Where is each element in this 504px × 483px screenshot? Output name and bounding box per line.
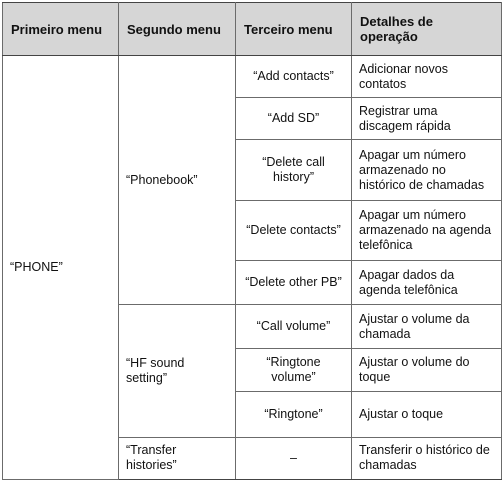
third-menu-cell: “Delete contacts” bbox=[236, 200, 352, 260]
third-menu-cell: “Delete call history” bbox=[236, 140, 352, 200]
table-header bbox=[3, 3, 502, 56]
operation-details-cell: Registrar uma discagem rápida bbox=[352, 98, 502, 140]
third-menu-cell: “Ringtone” bbox=[236, 391, 352, 437]
table-body bbox=[3, 56, 502, 480]
operation-details-cell: Ajustar o volume da chamada bbox=[352, 305, 502, 349]
third-menu-cell: “Ringtone volume” bbox=[236, 349, 352, 391]
second-menu-cell: “Transfer histories” bbox=[119, 437, 236, 479]
operation-details-cell: Apagar um número armazenado no histórico de chamadas bbox=[352, 140, 502, 200]
third-menu-cell: “Add contacts” bbox=[236, 56, 352, 98]
operation-details-cell: Apagar um número armazenado na agenda telefônica bbox=[352, 200, 502, 260]
operation-details-cell: Ajustar o volume do toque bbox=[352, 349, 502, 391]
operation-details-cell: Transferir o histórico de chamadas bbox=[352, 437, 502, 479]
phone-menu-table bbox=[2, 2, 502, 480]
third-menu-cell: – bbox=[236, 437, 352, 479]
operation-details-cell: Apagar dados da agenda telefônica bbox=[352, 260, 502, 304]
header-operation-details: Detalhes de operação bbox=[352, 3, 502, 56]
header-row bbox=[3, 3, 502, 56]
second-menu-cell: “Phonebook” bbox=[119, 56, 236, 305]
operation-details-cell: Adicionar novos contatos bbox=[352, 56, 502, 98]
third-menu-cell: “Delete other PB” bbox=[236, 260, 352, 304]
header-second-menu: Segundo menu bbox=[119, 3, 236, 56]
table-row bbox=[3, 56, 502, 98]
third-menu-cell: “Call volume” bbox=[236, 305, 352, 349]
first-menu-cell: “PHONE” bbox=[3, 56, 119, 480]
second-menu-cell: “HF sound setting” bbox=[119, 305, 236, 438]
third-menu-cell: “Add SD” bbox=[236, 98, 352, 140]
header-third-menu: Terceiro menu bbox=[236, 3, 352, 56]
operation-details-cell: Ajustar o toque bbox=[352, 391, 502, 437]
header-first-menu: Primeiro menu bbox=[3, 3, 119, 56]
